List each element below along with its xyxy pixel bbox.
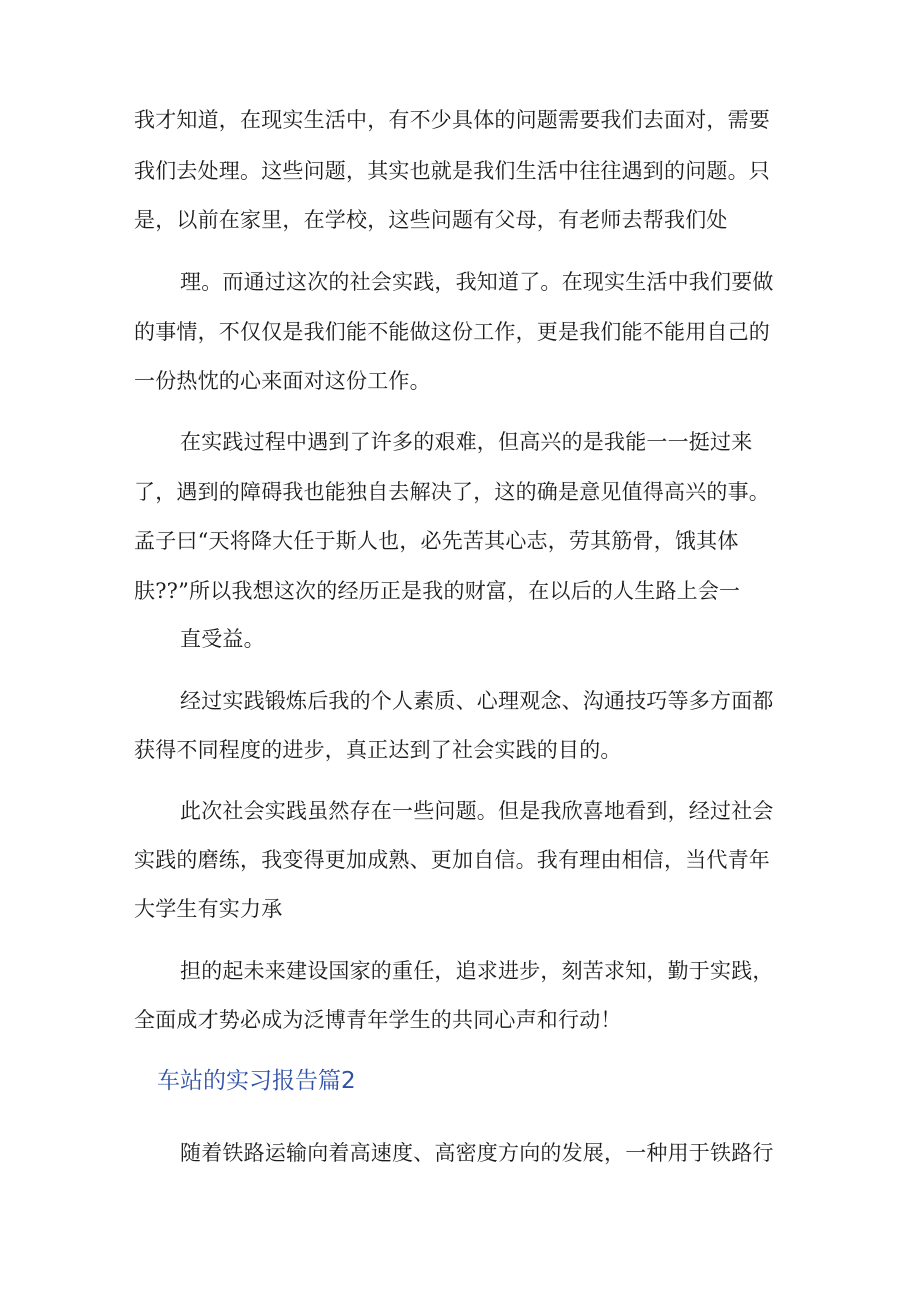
paragraph-8-line-1: 随着铁路运输向着高速度、高密度方向的发展，一种用于铁路行 (180, 1141, 774, 1165)
paragraph-5-line-2: 获得不同程度的进步，真正达到了社会实践的目的。 (134, 738, 622, 762)
paragraph-5-line-1: 经过实践锻炼后我的个人素质、心理观念、沟通技巧等多方面都 (180, 689, 774, 713)
paragraph-7-line-2: 全面成才势必成为泛博青年学生的共同心声和行动！ (134, 1008, 622, 1032)
paragraph-2-line-1: 理。而通过这次的社会实践，我知道了。在现实生活中我们要做 (180, 270, 774, 294)
paragraph-3-line-2: 了，遇到的障碍我也能独自去解决了，这的确是意见值得高兴的事。 (134, 480, 770, 504)
paragraph-3-line-3: 孟子曰“天将降大任于斯人也，必先苦其心志，劳其筋骨，饿其体 (134, 529, 739, 553)
section-heading: 车站的实习报告篇2 (157, 1068, 356, 1094)
paragraph-4-line-1: 直受益。 (180, 627, 265, 651)
paragraph-1-line-3: 是，以前在家里，在学校，这些问题有父母，有老师去帮我们处 (134, 208, 728, 232)
paragraph-1-line-2: 我们去处理。这些问题，其实也就是我们生活中往往遇到的问题。只 (134, 159, 770, 183)
paragraph-7-line-1: 担的起未来建设国家的重任，追求进步，刻苦求知，勤于实践， (180, 959, 774, 983)
paragraph-1-line-1: 我才知道，在现实生活中，有不少具体的问题需要我们去面对，需要 (134, 108, 770, 132)
paragraph-3-line-4: 肤??”所以我想这次的经历正是我的财富，在以后的人生路上会一 (134, 579, 741, 603)
paragraph-2-line-3: 一份热忱的心来面对这份工作。 (134, 369, 431, 393)
paragraph-3-line-1: 在实践过程中遇到了许多的艰难，但高兴的是我能一一挺过来 (180, 430, 753, 454)
paragraph-2-line-2: 的事情，不仅仅是我们能不能做这份工作，更是我们能不能用自己的 (134, 320, 770, 344)
paragraph-6-line-2: 实践的磨练，我变得更加成熟、更加自信。我有理由相信，当代青年 (134, 848, 770, 872)
paragraph-6-line-1: 此次社会实践虽然存在一些问题。但是我欣喜地看到，经过社会 (180, 799, 774, 823)
paragraph-6-line-3: 大学生有实力承 (134, 897, 283, 921)
